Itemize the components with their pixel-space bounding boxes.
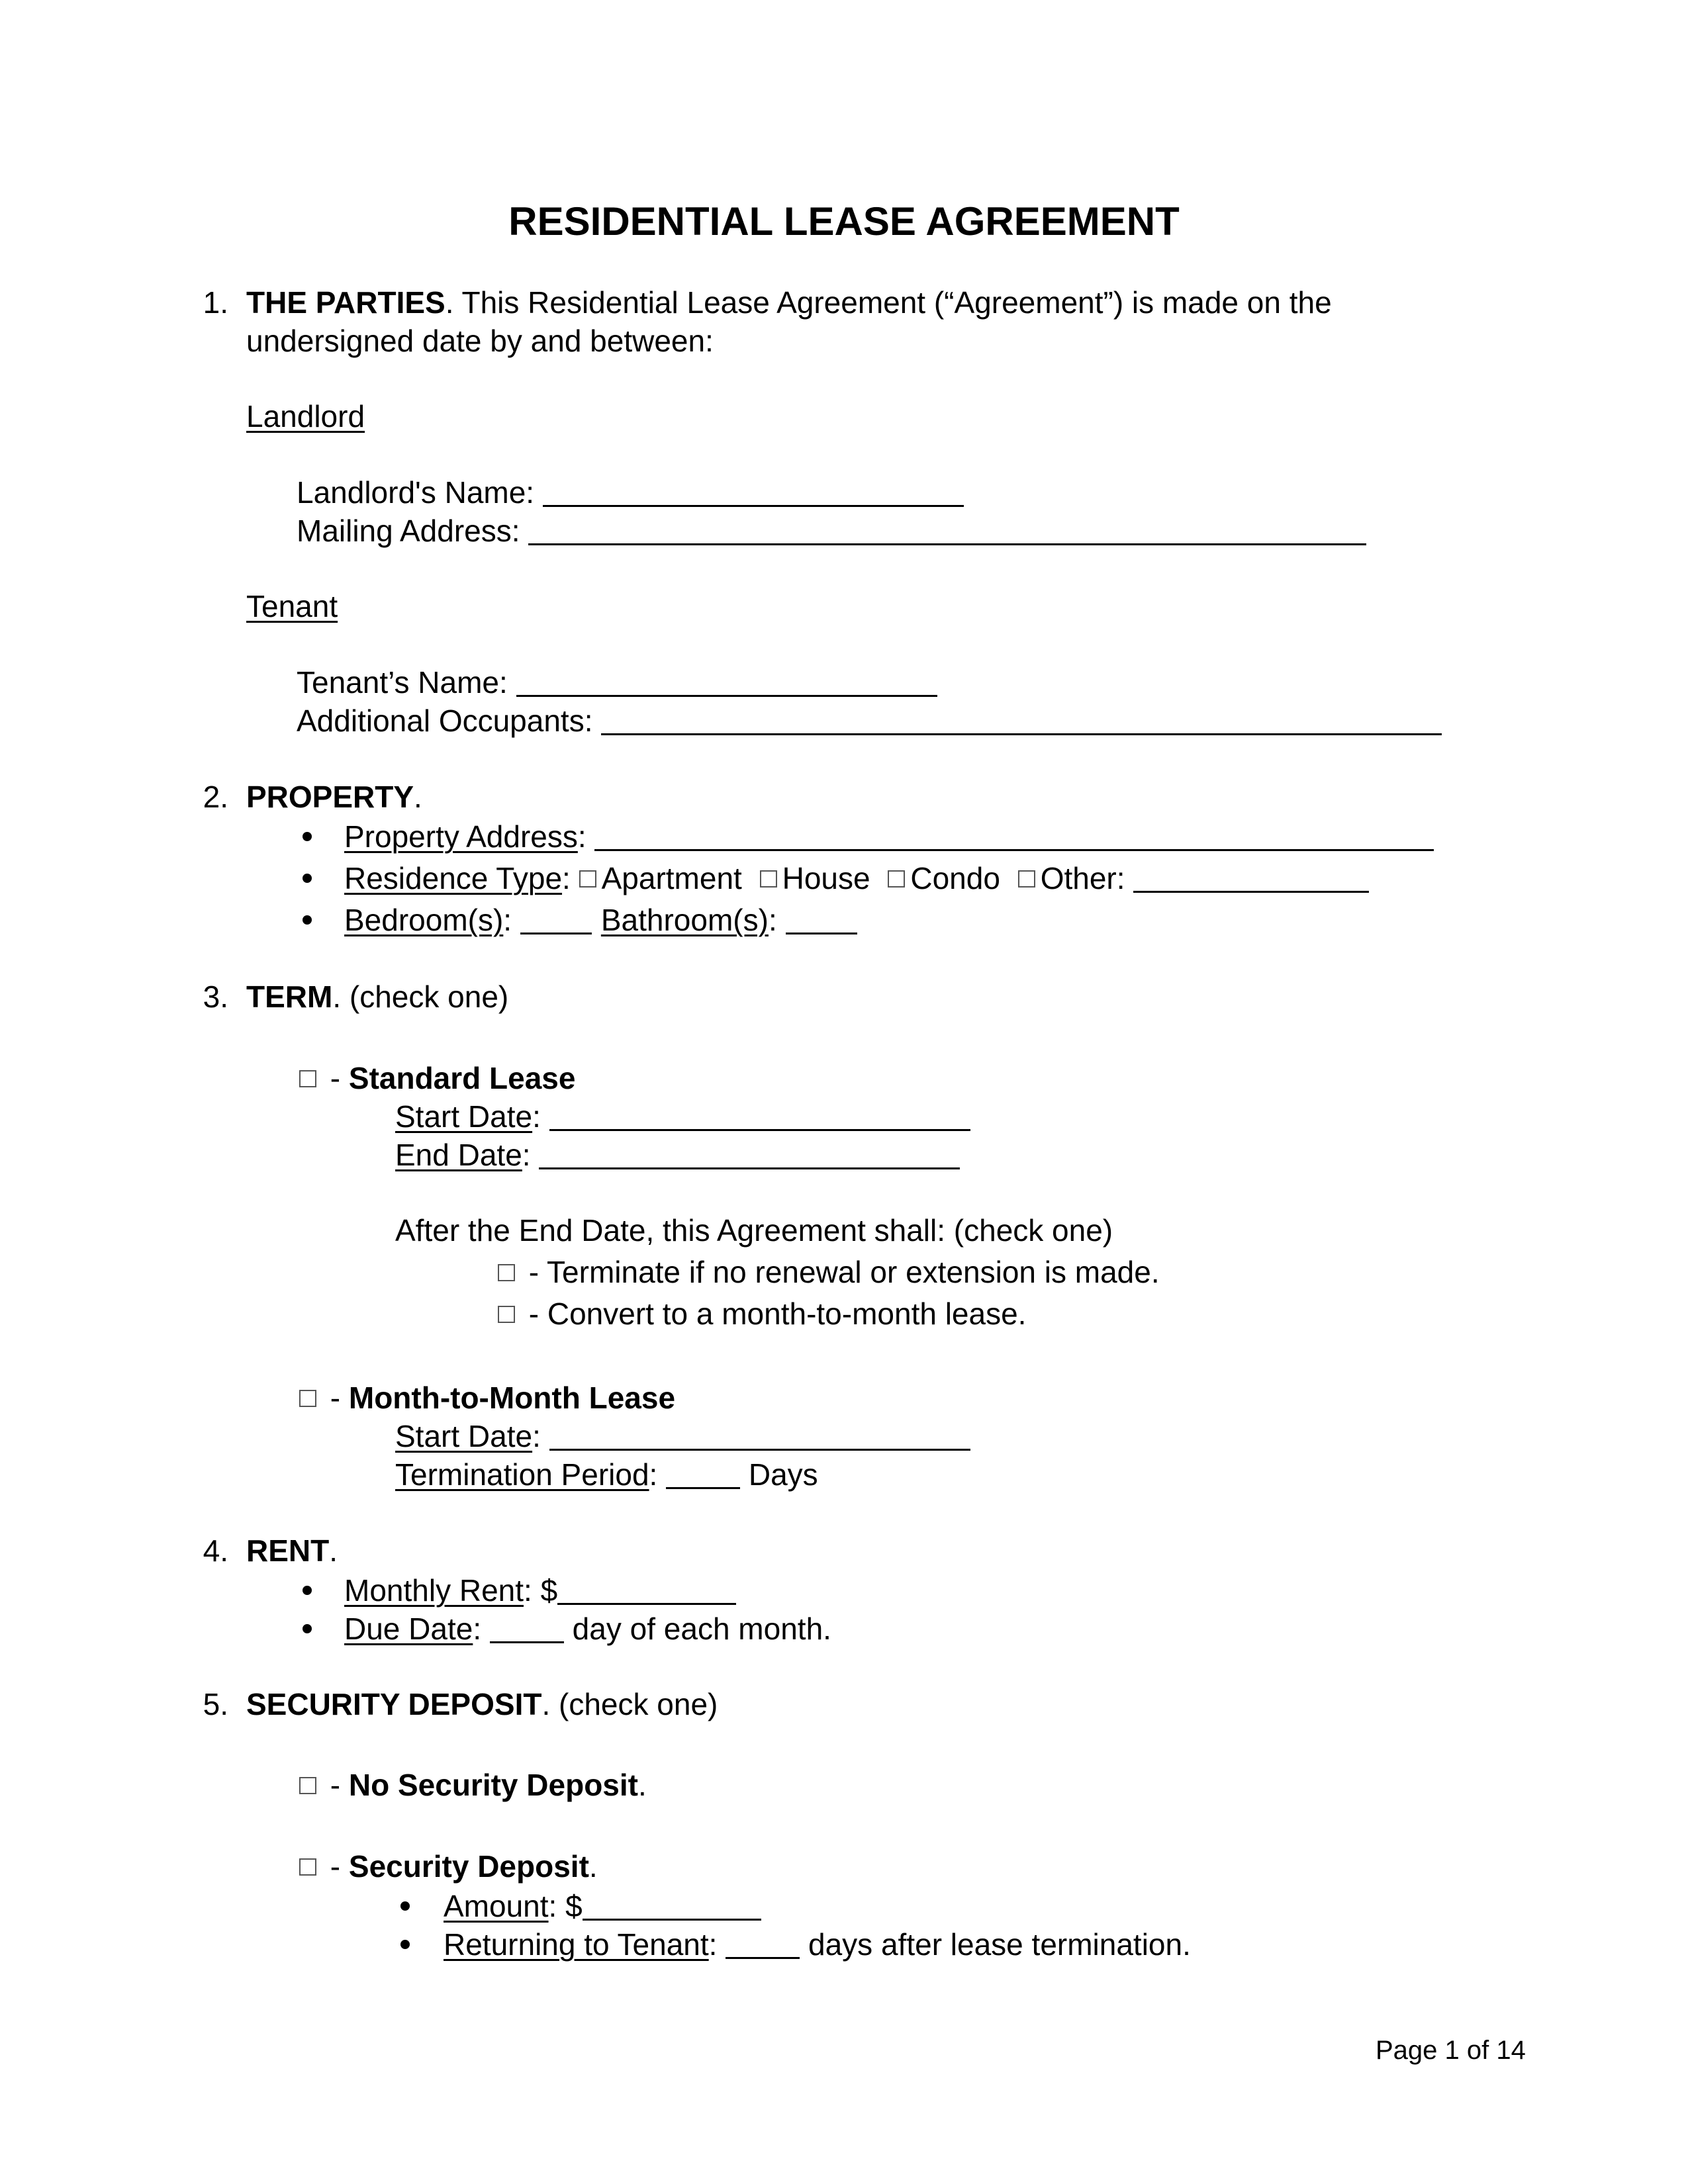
section-number: 1. <box>203 285 228 320</box>
condo-option: Condo <box>910 861 1000 895</box>
section-number: 4. <box>203 1533 228 1568</box>
bullet-icon <box>303 1624 312 1633</box>
monthly-rent-row: Monthly Rent: $ <box>344 1571 736 1610</box>
deposit-checkbox[interactable] <box>299 1858 316 1876</box>
amount-field[interactable] <box>583 1889 761 1921</box>
bathrooms-field[interactable] <box>786 903 857 934</box>
due-date-field[interactable] <box>490 1612 564 1643</box>
tenant-name-label: Tenant’s Name: <box>297 665 516 700</box>
deposit-label: Security Deposit <box>348 1849 589 1884</box>
mailing-address-row <box>297 512 1366 550</box>
section3-heading-row: TERM. (check one) <box>246 979 509 1014</box>
condo-checkbox[interactable] <box>888 870 905 887</box>
document-title: RESIDENTIAL LEASE AGREEMENT <box>508 199 1180 244</box>
month-to-month-row: - Month-to-Month Lease <box>299 1379 675 1417</box>
section5-heading: SECURITY DEPOSIT <box>246 1687 542 1721</box>
bullet-icon <box>400 1940 410 1949</box>
monthly-rent-field[interactable] <box>557 1574 736 1605</box>
section-number: 2. <box>203 780 228 814</box>
due-date-label: Due Date <box>344 1612 473 1646</box>
property-address-row: Property Address: <box>344 817 1434 856</box>
other-option: Other: <box>1040 861 1134 895</box>
mailing-address-field[interactable] <box>528 514 1366 545</box>
section1-text-line1: . This Residential Lease Agreement (“Agreement”) is made on the <box>445 285 1332 320</box>
standard-lease-checkbox[interactable] <box>299 1070 316 1087</box>
landlord-name-label: Landlord's Name: <box>297 475 543 510</box>
bedrooms-label: Bedroom(s) <box>344 903 504 937</box>
mtm-start-field[interactable] <box>549 1420 970 1451</box>
monthly-rent-label: Monthly Rent <box>344 1573 524 1608</box>
start-date-label: Start Date <box>395 1099 533 1134</box>
section-number: 5. <box>203 1687 228 1721</box>
apartment-checkbox[interactable] <box>579 870 596 887</box>
section1-heading: THE PARTIES <box>246 285 445 320</box>
bullet-icon <box>400 1901 410 1911</box>
returning-row: Returning to Tenant: days after lease termination. <box>444 1927 1191 1962</box>
landlord-name-row <box>297 473 964 512</box>
standard-end-field[interactable] <box>539 1138 960 1169</box>
section1-text-line2: undersigned date by and between: <box>246 324 714 358</box>
no-deposit-label: No Security Deposit <box>348 1768 638 1802</box>
standard-lease-row: - Standard Lease <box>299 1059 575 1097</box>
mailing-address-label: Mailing Address: <box>297 514 529 548</box>
section5-heading-row: SECURITY DEPOSIT. (check one) <box>246 1687 718 1721</box>
termination-period-field[interactable] <box>666 1458 740 1489</box>
terminate-option: - Terminate if no renewal or extension is made. <box>520 1255 1160 1289</box>
convert-checkbox[interactable] <box>498 1306 515 1323</box>
standard-end-row: End Date: <box>395 1136 960 1174</box>
residence-type-row: Residence Type: Apartment House Condo Other: <box>344 859 1369 897</box>
occupants-row <box>297 702 1442 740</box>
section-number: 3. <box>203 979 228 1014</box>
tenant-heading: Tenant <box>246 589 338 623</box>
termination-period-label: Termination Period <box>395 1457 649 1492</box>
after-end-text: After the End Date, this Agreement shall: (check one) <box>395 1213 1113 1248</box>
terminate-row <box>498 1253 1160 1291</box>
tenant-name-field[interactable] <box>516 666 937 697</box>
page-number: Page 1 of 14 <box>1376 2036 1526 2065</box>
no-deposit-row: - No Security Deposit. <box>299 1766 647 1804</box>
start-date-label: Start Date <box>395 1419 533 1453</box>
section4-heading-row: RENT. <box>246 1533 338 1568</box>
end-date-label: End Date <box>395 1138 522 1172</box>
tenant-name-row <box>297 663 937 702</box>
month-to-month-checkbox[interactable] <box>299 1390 316 1407</box>
month-to-month-label: Month-to-Month Lease <box>348 1381 676 1415</box>
residence-type-label: Residence Type <box>344 861 563 895</box>
section2-heading-row: PROPERTY. <box>246 780 422 814</box>
property-address-field[interactable] <box>594 820 1434 851</box>
landlord-heading: Landlord <box>246 399 365 433</box>
bedrooms-field[interactable] <box>520 903 592 934</box>
no-deposit-checkbox[interactable] <box>299 1777 316 1794</box>
standard-lease-label: Standard Lease <box>348 1061 576 1095</box>
due-date-row: Due Date: day of each month. <box>344 1612 831 1646</box>
bullet-icon <box>303 874 312 883</box>
amount-label: Amount <box>444 1889 549 1923</box>
house-option: House <box>782 861 870 895</box>
apartment-option: Apartment <box>601 861 742 895</box>
convert-row <box>498 1295 1026 1333</box>
bathrooms-label: Bathroom(s) <box>600 903 769 937</box>
returning-label: Returning to Tenant <box>444 1927 709 1962</box>
termination-period-row: Termination Period: Days <box>395 1457 818 1492</box>
other-checkbox[interactable] <box>1018 870 1035 887</box>
landlord-name-field[interactable] <box>543 476 964 507</box>
terminate-checkbox[interactable] <box>498 1264 515 1281</box>
amount-row: Amount: $ <box>444 1887 761 1925</box>
bullet-icon <box>303 915 312 925</box>
house-checkbox[interactable] <box>760 870 777 887</box>
bullet-icon <box>303 1586 312 1595</box>
standard-start-row: Start Date: <box>395 1097 970 1136</box>
mtm-start-row: Start Date: <box>395 1417 970 1455</box>
property-address-label: Property Address <box>344 819 578 854</box>
occupants-label: Additional Occupants: <box>297 704 602 738</box>
returning-field[interactable] <box>726 1928 800 1959</box>
section2-heading: PROPERTY <box>246 780 414 814</box>
other-field[interactable] <box>1133 862 1369 893</box>
bullet-icon <box>303 832 312 841</box>
section3-heading: TERM <box>246 979 333 1014</box>
section1-intro <box>246 283 1332 322</box>
convert-option: - Convert to a month-to-month lease. <box>520 1297 1027 1331</box>
occupants-field[interactable] <box>601 704 1442 735</box>
section4-heading: RENT <box>246 1533 330 1568</box>
deposit-row: - Security Deposit. <box>299 1847 598 1886</box>
standard-start-field[interactable] <box>549 1100 970 1131</box>
rooms-row: Bedroom(s): Bathroom(s): <box>344 901 857 939</box>
